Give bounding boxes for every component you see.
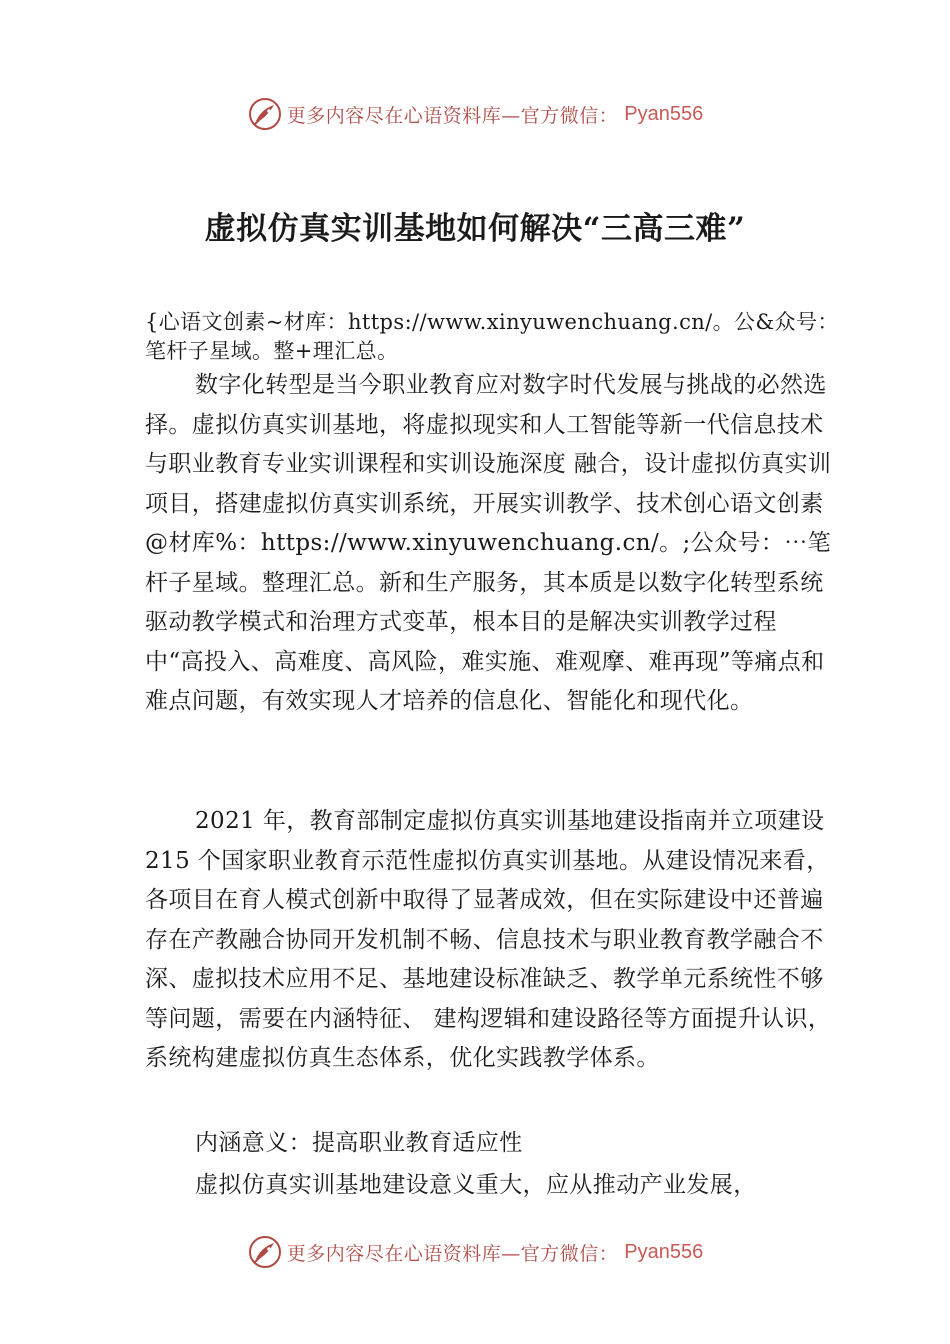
pen-logo-icon	[247, 96, 283, 132]
banner-account: Pyan556	[624, 102, 704, 125]
footer-banner	[0, 1232, 950, 1272]
banner-text: 更多内容尽在心语资料库—官方微信：	[286, 1242, 619, 1265]
paragraph-1: 数字化转型是当今职业教育应对数字时代发展与挑战的必然选择。虚拟仿真实训基地，将虚拟现实和人工智能等新一代信息技术与职业教育专业实训课程和实训设施深度 融合，设计虚拟仿真实训项目，搭建虚拟仿真实训系统，开展实训教学、技术创心语文创素@材库%：https://www.xinyuwenchuang.cn/。;公众号：⋯笔杆子星域。整理汇总。新和生产服务，其本质是以数字化转型系统驱动教学模式和治理方式变革，根本目的是解决实训教学过程中“高投入、高难度、高风险，难实施、难观摩、难再现”等痛点和难点问题，有效实现人才培养的信息化、智能化和现代化。	[145, 372, 832, 714]
document-title: 虚拟仿真实训基地如何解决“三高三难”	[204, 211, 746, 247]
banner-text: 更多内容尽在心语资料库—官方微信：	[286, 104, 619, 127]
source-note: {心语文创素~材库：https://www.xinyuwenchuang.cn/。公&众号：笔杆子星域。整+理汇总。	[145, 310, 839, 363]
section-heading: 内涵意义：提高职业教育适应性	[195, 1130, 523, 1156]
pen-logo-icon	[247, 1234, 283, 1270]
paragraph-2: 2021 年，教育部制定虚拟仿真实训基地建设指南并立项建设 215 个国家职业教育示范性虚拟仿真实训基地。从建设情况来看，各项目在育人模式创新中取得了显著成效，但在实际建设中还普遍存在产教融合协同开发机制不畅、信息技术与职业教育教学融合不深、虚拟技术应用不足、基地建设标准缺乏、教学单元系统性不够等问题，需要在内涵特征、 建构逻辑和建设路径等方面提升认识，系统构建虚拟仿真生态体系，优化实践教学体系。	[145, 808, 832, 1071]
banner-account: Pyan556	[624, 1240, 704, 1263]
paragraph-3: 虚拟仿真实训基地建设意义重大，应从推动产业发展，	[195, 1172, 757, 1198]
header-banner	[0, 94, 950, 134]
